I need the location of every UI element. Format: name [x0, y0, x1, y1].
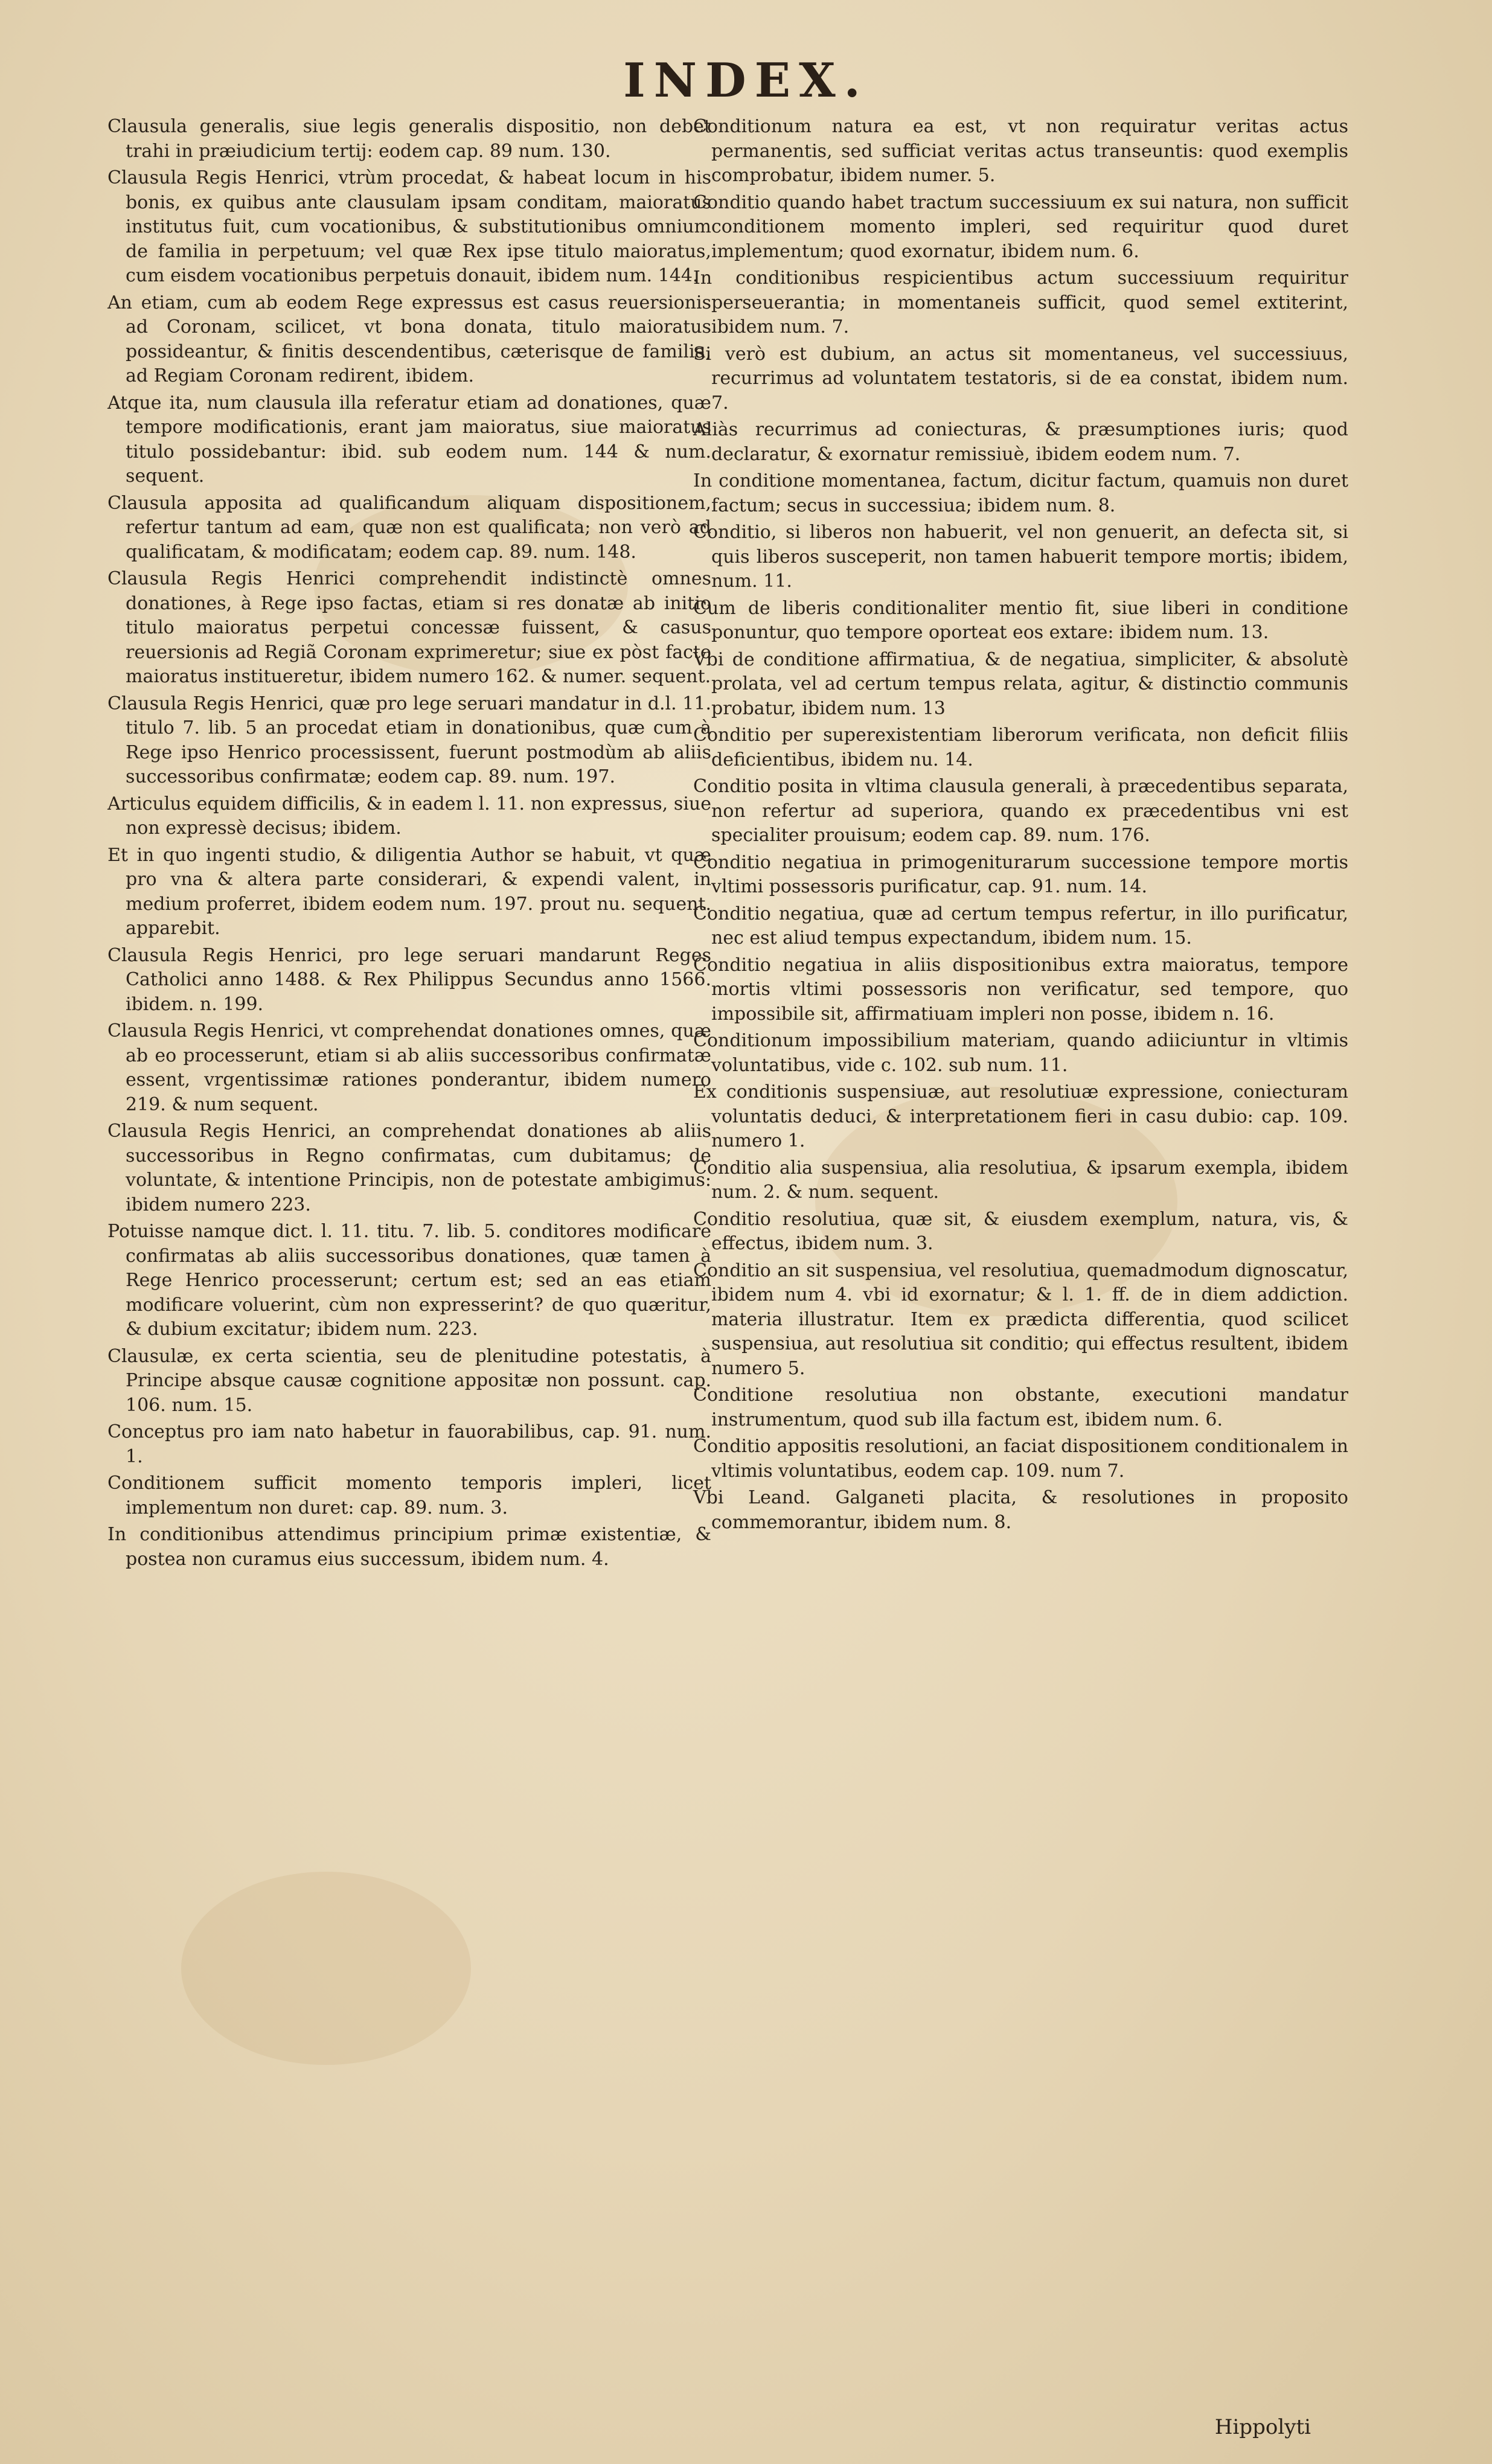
index-entry: Clausula Regis Henrici, quæ pro lege seruari mandatur in d.l. 11. titulo 7. lib. 5 an procedat etiam in donationibus, quæ cum à Rege ipso Henrico processissent, fuerunt postmodùm ab aliis successoribus confirmatæ; eodem cap. 89. num. 197. [107, 693, 711, 787]
index-entry: Conceptus pro iam nato habetur in fauorabilibus, cap. 91. num. 1. [107, 1421, 711, 1467]
index-entry: Conditio negatiua in primogeniturarum successione tempore mortis vltimi possessoris purificatur, cap. 91. num. 14. [693, 851, 1348, 897]
index-entry: Clausula apposita ad qualificandum aliquam dispositionem, refertur tantum ad eam, quæ non est qualificata; non verò ad qualificatam, & modificatam; eodem cap. 89. num. 148. [107, 492, 711, 563]
index-entry: Conditio per superexistentiam liberorum verificata, non deficit filiis deficientibus, ibidem nu. 14. [693, 725, 1348, 770]
index-entry: Clausula Regis Henrici comprehendit indistinctè omnes donationes, à Rege ipso factas, etiam si res donatæ ab initio titulo maioratus perpetui concessæ fuissent, & casus reuersionis ad Regiã Coronam exprimeretur; siue ex pòst facto maioratus institueretur, ibidem numero 162. & numer. sequent. [107, 568, 711, 687]
index-entry: Clausula generalis, siue legis generalis dispositio, non debet trahi in præiudicium tertij: eodem cap. 89 num. 130. [107, 116, 711, 162]
right-column [693, 115, 1348, 1537]
index-entry: Conditio negatiua in aliis dispositionibus extra maioratus, tempore mortis vltimi possessoris non verificatur, sed tempore, quo impossibile sit, affirmatiuam impleri non posse, ibidem n. 16. [693, 954, 1348, 1025]
index-entry: An etiam, cum ab eodem Rege expressus est casus reuersionis ad Coronam, scilicet, vt bona donata, titulo maioratus possideantur, & finitis descendentibus, cæterisque de familia, ad Regiam Coronam redirent, ibidem. [107, 292, 711, 386]
index-entry: Conditio negatiua, quæ ad certum tempus refertur, in illo purificatur, nec est aliud tempus expectandum, ibidem num. 15. [693, 903, 1348, 949]
index-entry: Vbi de conditione affirmatiua, & de negatiua, simpliciter, & absolutè prolata, vel ad certum tempus relata, agitur, & distinctio communis probatur, ibidem num. 13 [693, 648, 1348, 719]
index-entry: Conditio an sit suspensiua, vel resolutiua, quemadmodum dignoscatur, ibidem num 4. vbi id exornatur; & l. 1. ff. de in diem addiction. materia illustratur. Item ex prædicta differentia, quod scilicet suspensiua, aut resolutiua sit conditio; qui effectus resultent, ibidem numero 5. [693, 1259, 1348, 1379]
index-entry: Clausulæ, ex certa scientia, seu de plenitudine potestatis, à Principe absque causæ cognitione appositæ non possunt. cap. 106. num. 15. [107, 1345, 711, 1416]
index-entry: Conditio, si liberos non habuerit, vel non genuerit, an defecta sit, si quis liberos susceperit, non tamen habuerit tempore mortis; ibidem, num. 11. [693, 522, 1348, 592]
index-entry: Conditio quando habet tractum successiuum ex sui natura, non sufficit conditionem momento impleri, sed requiritur quod duret implementum; quod exornatur, ibidem num. 6. [693, 191, 1348, 262]
index-entry: Conditione resolutiua non obstante, executioni mandatur instrumentum, quod sub illa factum est, ibidem num. 6. [693, 1384, 1348, 1430]
index-entry: Si verò est dubium, an actus sit momentaneus, vel successiuus, recurrimus ad voluntatem testatoris, si de ea constat, ibidem num. 7. [693, 343, 1348, 414]
index-entry: In conditione momentanea, factum, dicitur factum, quamuis non duret factum; secus in successiua; ibidem num. 8. [693, 470, 1348, 516]
index-entry: Cum de liberis conditionaliter mentio fit, siue liberi in conditione ponuntur, quo tempore oporteat eos extare: ibidem num. 13. [693, 597, 1348, 643]
index-entry: Et in quo ingenti studio, & diligentia Author se habuit, vt quæ pro vna & altera parte considerari, & expendi valent, in medium proferret, ibidem eodem num. 197. prout nu. sequent. apparebit. [107, 844, 711, 939]
left-column [107, 115, 711, 1574]
index-entry: Conditio appositis resolutioni, an faciat dispositionem conditionalem in vltimis voluntatibus, eodem cap. 109. num 7. [693, 1436, 1348, 1482]
index-entry: Aliàs recurrimus ad coniecturas, & præsumptiones iuris; quod declaratur, & exornatur remissiuè, ibidem eodem num. 7. [693, 419, 1348, 465]
index-entry: Articulus equidem difficilis, & in eadem l. 11. non expressus, siue non expressè decisus; ibidem. [107, 793, 711, 839]
index-entry: In conditionibus attendimus principium primæ existentiæ, & postea non curamus eius successum, ibidem num. 4. [107, 1524, 711, 1570]
page-title: INDEX. [623, 53, 869, 108]
index-entry: Vbi Leand. Galganeti placita, & resolutiones in proposito commemorantur, ibidem num. 8. [693, 1487, 1348, 1533]
index-entry: Conditionum impossibilium materiam, quando adiiciuntur in vltimis voluntatibus, vide c. 102. sub num. 11. [693, 1030, 1348, 1076]
paper-stain [181, 1872, 471, 2065]
index-entry: Conditio posita in vltima clausula generali, à præcedentibus separata, non refertur ad superiora, quando ex præcedentibus vni est specialiter prouisum; eodem cap. 89. num. 176. [693, 776, 1348, 846]
index-entry: Conditionem sufficit momento temporis impleri, licet implementum non duret: cap. 89. num. 3. [107, 1473, 711, 1518]
index-entry: Clausula Regis Henrici, an comprehendat donationes ab aliis successoribus in Regno confirmatas, cum dubitamus; de voluntate, & intentione Principis, non de potestate ambigimus: ibidem numero 223. [107, 1121, 711, 1215]
index-entry: Conditio alia suspensiua, alia resolutiua, & ipsarum exempla, ibidem num. 2. & num. sequent. [693, 1157, 1348, 1203]
index-entry: Clausula Regis Henrici, vt comprehendat donationes omnes, quæ ab eo processerunt, etiam si ab aliis successoribus confirmatæ essent, vrgentissimæ rationes ponderantur, ibidem numero 219. & num sequent. [107, 1020, 711, 1115]
index-entry: Potuisse namque dict. l. 11. titu. 7. lib. 5. conditores modificare confirmatas ab aliis successoribus donationes, quæ tamen à Rege Henrico processerunt; certum est; sed an eas etiam modificare voluerint, cùm non expresserint? de quo quæritur, & dubium excitatur; ibidem num. 223. [107, 1221, 711, 1340]
index-entry: Atque ita, num clausula illa referatur etiam ad donationes, quæ tempore modificationis, erant jam maioratus, siue maioratus titulo possidebantur: ibid. sub eodem num. 144 & num. sequent. [107, 392, 711, 487]
index-entry: Ex conditionis suspensiuæ, aut resolutiuæ expressione, coniecturam voluntatis deduci, & interpretationem fieri in casu dubio: cap. 109. numero 1. [693, 1081, 1348, 1151]
index-entry: Conditionum natura ea est, vt non requiratur veritas actus permanentis, sed sufficiat veritas actus transeuntis: quod exemplis comprobatur, ibidem numer. 5. [693, 116, 1348, 186]
catchword: Hippolyti [1214, 2415, 1311, 2439]
index-entry: In conditionibus respicientibus actum successiuum requiritur perseuerantia; in momentaneis sufficit, quod semel extiterint, ibidem num. 7. [693, 267, 1348, 338]
index-entry: Clausula Regis Henrici, vtrùm procedat, & habeat locum in his bonis, ex quibus ante clausulam ipsam conditam, maioratus institutus fuit, cum vocationibus, & substitutionibus omnium de familia in perpetuum; vel quæ Rex ipse titulo maioratus, cum eisdem vocationibus perpetuis donauit, ibidem num. 144. [107, 167, 711, 286]
index-entry: Conditio resolutiua, quæ sit, & eiusdem exemplum, natura, vis, & effectus, ibidem num. 3. [693, 1208, 1348, 1254]
index-entry: Clausula Regis Henrici, pro lege seruari mandarunt Reges Catholici anno 1488. & Rex Philippus Secundus anno 1566. ibidem. n. 199. [107, 944, 711, 1015]
